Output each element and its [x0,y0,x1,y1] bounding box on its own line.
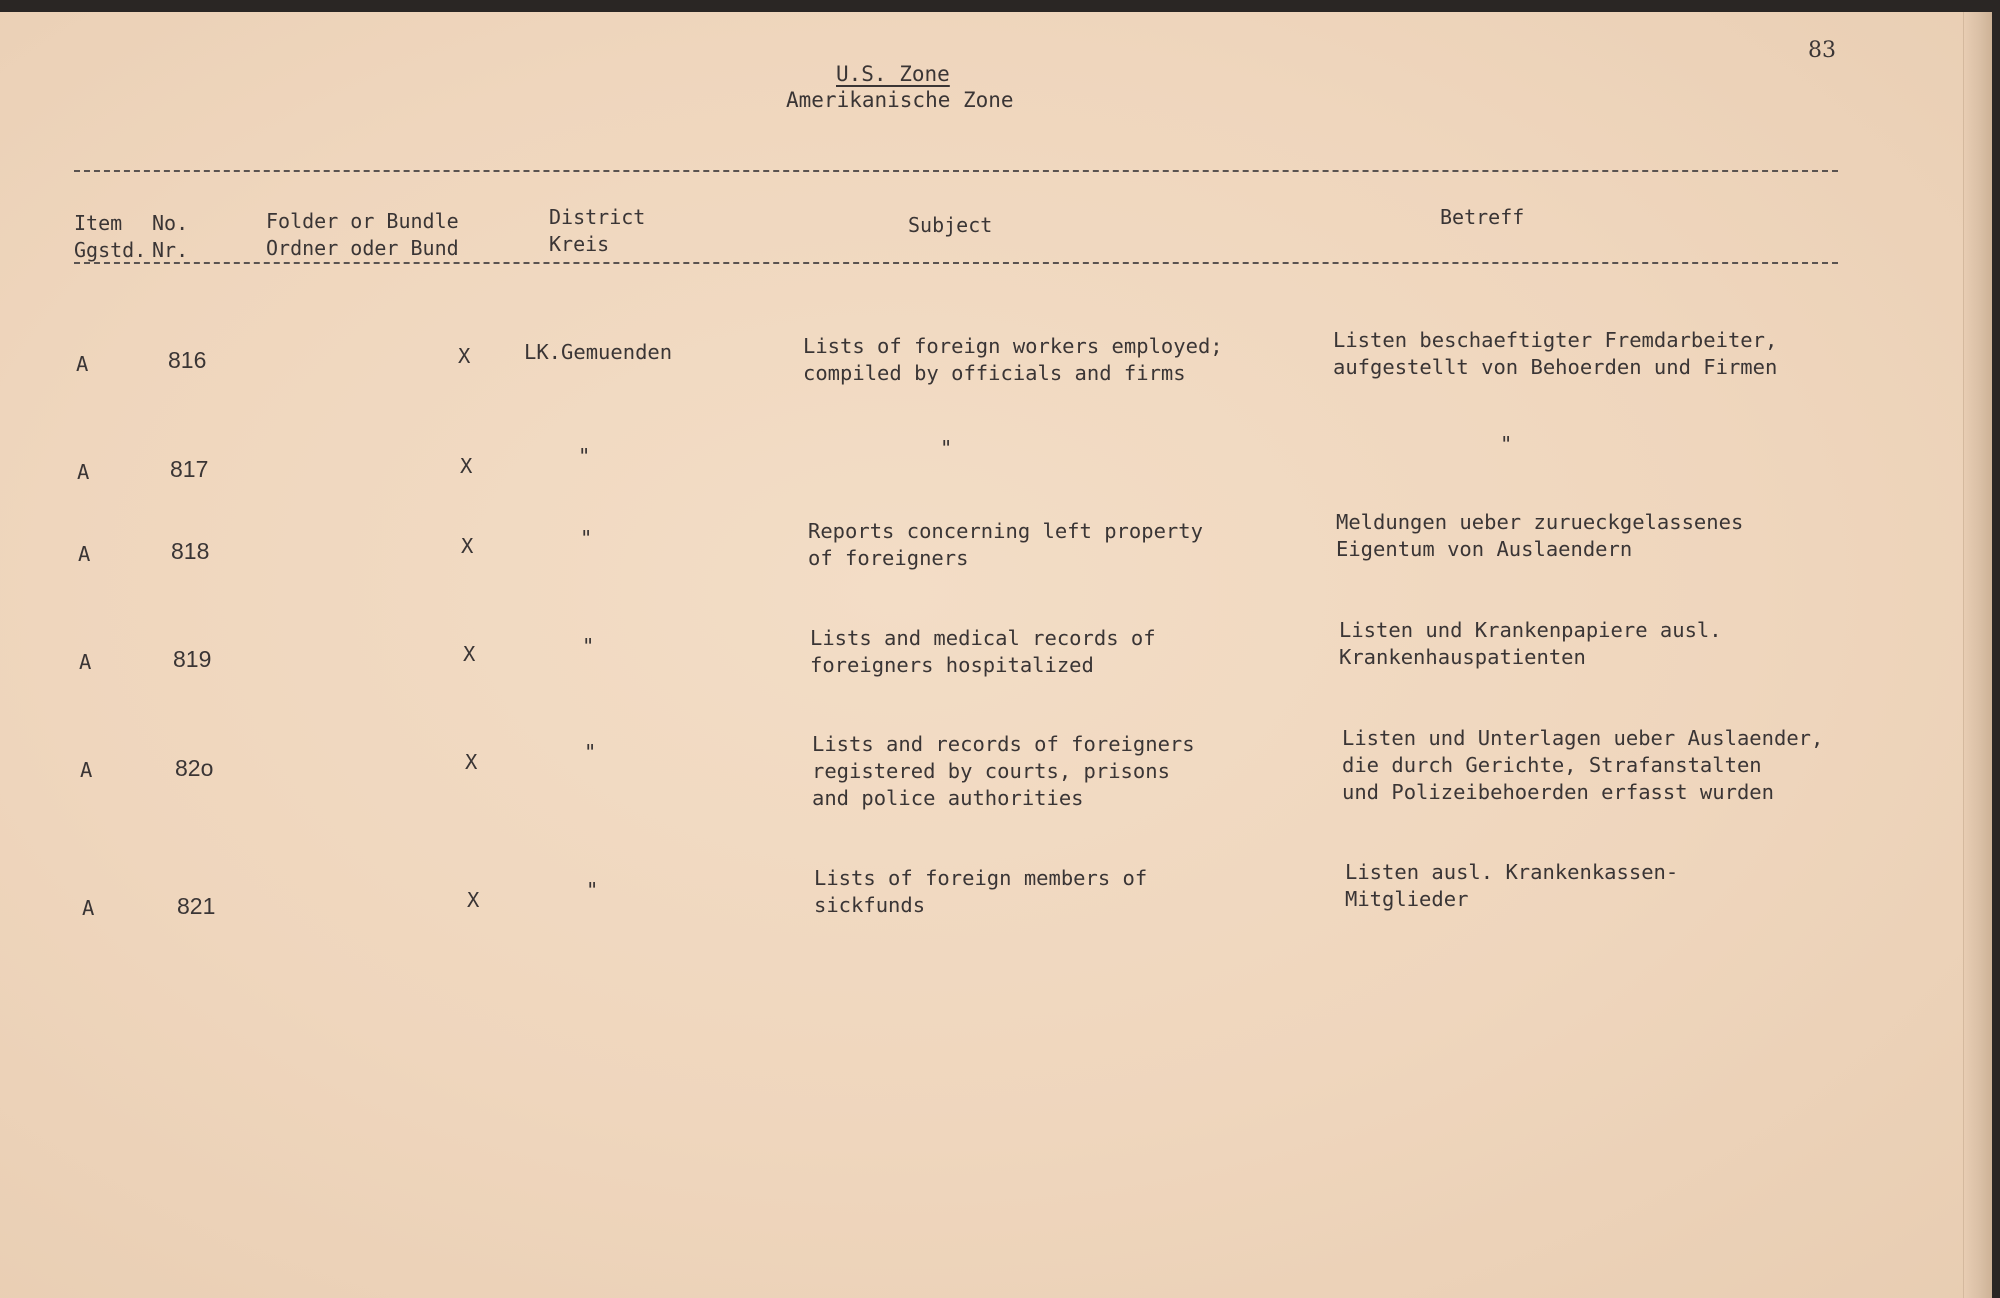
row-folder: X [461,534,474,558]
row-subject-line: Lists of foreign workers employed; [803,334,1223,358]
header-no: No. [152,211,189,235]
row-betreff-line: aufgestellt von Behoerden und Firmen [1333,355,1778,379]
row-number: 817 [170,456,209,482]
row-subject-line: Reports concerning left property [808,519,1203,543]
row-item: A [77,460,90,484]
header-nr: Nr. [152,238,189,262]
page-number: 83 [1808,38,1836,63]
row-betreff-line: Listen ausl. Krankenkassen- [1345,860,1679,884]
row-subject-line: of foreigners [808,546,969,570]
row-item: A [76,352,89,376]
row-betreff-line: " [1500,432,1513,456]
page-edge [1963,12,1992,1298]
row-item: A [78,542,91,566]
row-betreff-line: Listen und Krankenpapiere ausl. [1339,618,1722,642]
row-subject-line: registered by courts, prisons [812,759,1170,783]
row-subject-line: " [940,436,953,460]
row-item: A [80,758,93,782]
row-district: " [580,526,593,550]
row-number: 82o [175,755,214,781]
row-number: 818 [171,538,210,564]
page-title: U.S. Zone [836,62,950,86]
header-ggstd: Ggstd. [74,238,147,262]
row-number: 821 [177,893,216,919]
row-betreff-line: Listen beschaeftigter Fremdarbeiter, [1333,328,1778,352]
row-item: A [82,896,95,920]
row-folder: X [463,642,476,666]
row-folder: X [458,344,471,368]
header-folder-en: Folder or Bundle [266,209,459,233]
row-subject-line: Lists and medical records of [810,626,1156,650]
row-subject-line: Lists and records of foreigners [812,732,1195,756]
header-folder-de: Ordner oder Bund [266,236,459,260]
header-district-de: Kreis [549,232,610,256]
row-betreff-line: und Polizeibehoerden erfasst wurden [1342,780,1774,804]
row-betreff-line: Listen und Unterlagen ueber Auslaender, [1342,726,1824,750]
row-district: " [586,878,599,902]
row-folder: X [460,454,473,478]
row-number: 816 [168,347,207,373]
row-district: " [578,444,591,468]
row-number: 819 [173,646,212,672]
header-rule-bottom [74,262,1838,264]
row-district: LK.Gemuenden [524,340,673,364]
row-subject-line: sickfunds [814,893,926,917]
row-subject-line: and police authorities [812,786,1084,810]
row-betreff-line: Mitglieder [1345,887,1469,911]
row-district: " [584,740,597,764]
row-betreff-line: die durch Gerichte, Strafanstalten [1342,753,1762,777]
row-subject-line: Lists of foreign members of [814,866,1148,890]
document-page [0,12,1992,1298]
header-subject: Subject [908,213,993,237]
header-betreff: Betreff [1440,205,1525,229]
header-rule-top [74,170,1838,172]
row-subject-line: compiled by officials and firms [803,361,1186,385]
row-betreff-line: Eigentum von Auslaendern [1336,537,1633,561]
row-district: " [582,634,595,658]
row-folder: X [465,750,478,774]
row-subject-line: foreigners hospitalized [810,653,1094,677]
row-folder: X [467,888,480,912]
page-subtitle: Amerikanische Zone [786,88,1014,112]
header-item: Item [74,211,123,235]
header-district-en: District [549,205,646,229]
row-item: A [79,650,92,674]
row-betreff-line: Krankenhauspatienten [1339,645,1586,669]
row-betreff-line: Meldungen ueber zurueckgelassenes [1336,510,1744,534]
